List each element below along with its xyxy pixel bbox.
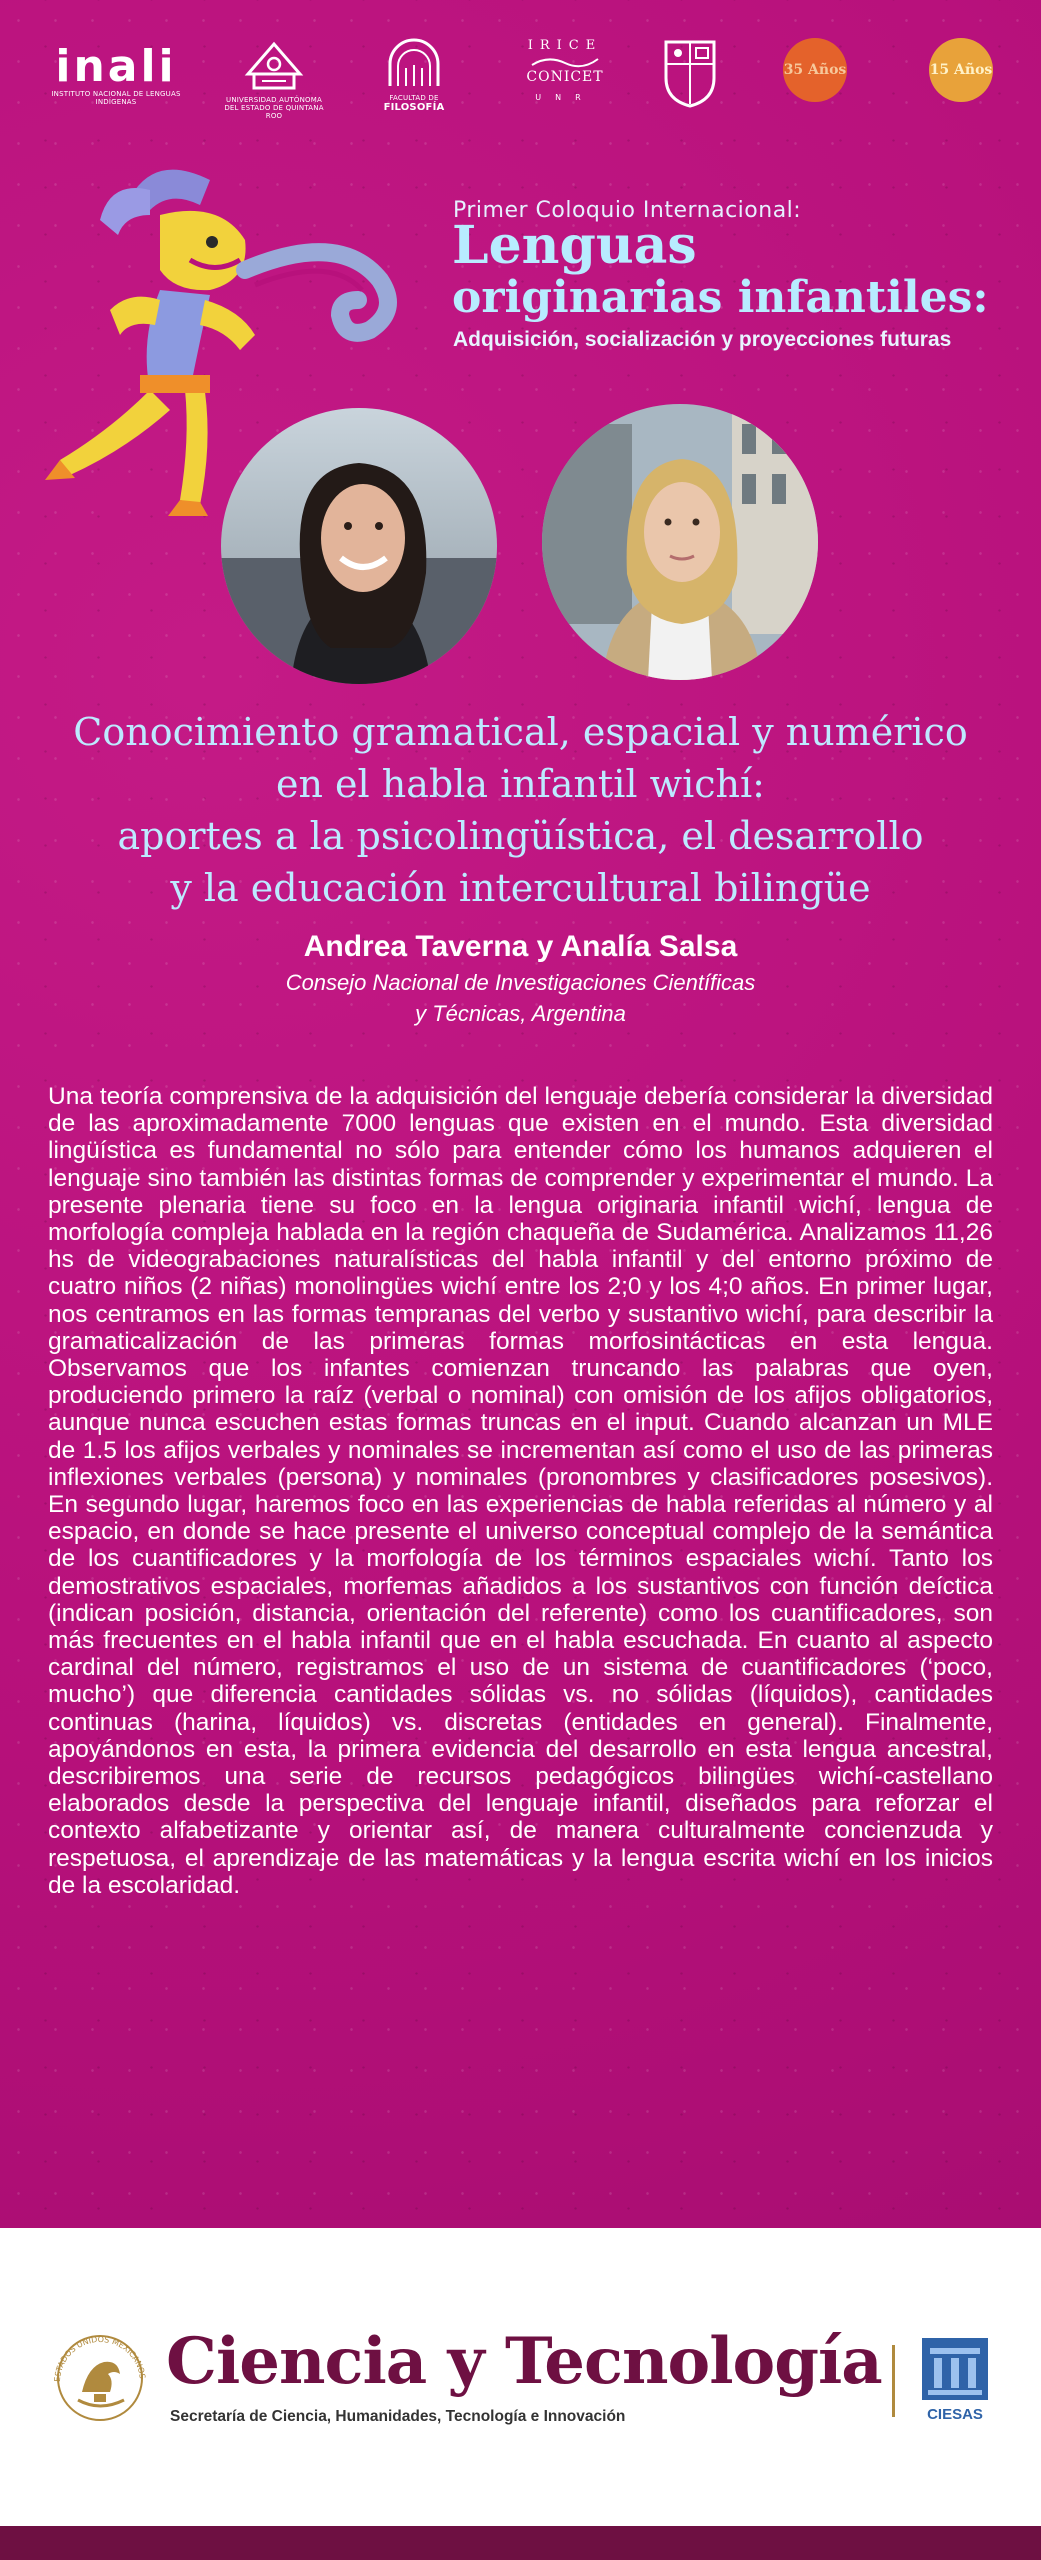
portrait-woman-blonde-hair-icon — [542, 404, 818, 680]
ciesas-logo — [922, 2338, 988, 2422]
abstract-text: Una teoría comprensiva de la adquisición del lenguaje debería considerar la diversidad de las aproximadamente 7000 lenguas que existen en el mundo. Esta diversidad lingüística es fundamental no sólo para entender cómo los humanos adquieren el lenguaje sino también las distintas formas de comprender y experimentar el mundo. La presente plenaria tiene su foco en la lengua originaria infantil wichí, lengua de morfología compleja hablada en la región chaqueña de Sudamérica. Analizamos 11,26 hs de videograbaciones naturalísticas del habla infantil y del entorno próximo de cuatro niños (2 niñas) monolingües wichí entre los 2;0 y los 4;0 años. En primer lugar, nos centramos en las formas tempranas del verbo y sustantivo wichí, para describir la gramaticalización de las primeras formas morfosintácticas en esta lengua. Observamos que los infantes comienzan truncando las palabras que oyen, produciendo primero la raíz (verbal o nominal) con omisión de los afijos obligatorios, aunque nunca escuchen estas formas truncas en el input. Cuando alcanzan un MLE de 1.5 los afijos verbales y nominales se incrementan así como el uso de las primeras inflexiones verbales (persona) y nominales (pronombres y clasificadores posesivos). En segundo lugar, haremos foco en las experiencias de habla referidas al número y al espacio, en donde se hace presente el universo conceptual complejo de la semántica de los cuantificadores y la morfología de los términos espaciales wichí. Tanto los demostrativos espaciales, morfemas añadidos a los sustantivos con función deíctica (indican posición, distancia, orientación del referente) como los cuantificadores, son más frecuentes en el habla infantil que en el habla escuchada. En cuanto al aspecto cardinal del número, registramos el uso de un sistema de cuantificadores (‘poco, mucho’) que diferencia cantidades sólidas vs. no sólidas (líquidos), cantidades continuas (harina, líquidos) vs. discretas (entidades en general). Finalmente, apoyándonos en esta, la primera evidencia del desarrollo en esta lengua ancestral, describiremos una serie de recursos pedagógicos bilingües wichí-castellano elaborados desde la perspectiva del lenguaje infantil, diseñados para reforzar el contexto alfabetizante y orientar así, de manera culturalmente concienzuda y respetuosa, el aprendizaje de las matemáticas y la lengua escrita wichí en los inicios de la escolaridad. — [48, 1083, 993, 1899]
anniversary-35-text: 35 Años — [783, 62, 847, 78]
event-pretitle: Primer Coloquio Internacional: — [453, 198, 802, 223]
anniversary-15-logo — [926, 38, 996, 102]
event-title-line1: Lenguas — [452, 215, 697, 276]
ciesas-label: CIESAS — [927, 2406, 983, 2423]
footer — [0, 2228, 1041, 2526]
portrait-woman-dark-hair-icon — [221, 408, 497, 684]
anniversary-35-badge — [783, 38, 847, 102]
unr-label: UNR — [535, 93, 595, 102]
irice-label: IRICE — [527, 38, 603, 53]
anniversary-35-logo — [780, 38, 850, 102]
escudo-legend: ESTADOS UNIDOS MEXICANOS — [52, 2334, 147, 2383]
bottom-strip — [0, 2526, 1041, 2560]
inali-logo — [36, 41, 196, 106]
event-title-line2: originarias infantiles: — [452, 272, 989, 323]
ffyl-logo — [362, 38, 466, 113]
ciesas-building-icon — [922, 2338, 988, 2400]
institution-line2: y Técnicas, Argentina — [415, 1001, 626, 1026]
irice-conicet-unr-logo — [500, 38, 630, 102]
talk-title-line1: Conocimiento gramatical, espacial y numérico — [73, 710, 968, 754]
uqroo-caption: UNIVERSIDAD AUTÓNOMA DEL ESTADO DE QUINTANA ROO — [224, 96, 324, 120]
inali-wordmark: inali — [55, 41, 177, 92]
unr-logo — [652, 38, 728, 114]
conicet-label: CONICET — [526, 69, 604, 85]
speaker-photo-analia — [542, 404, 818, 680]
institution — [30, 967, 1011, 1029]
talk-title-line2: en el habla infantil wichí: — [276, 762, 765, 806]
logo-bar — [30, 38, 1011, 128]
talk-title-line4: y la educación intercultural bilingüe — [170, 866, 871, 910]
speaker-photo-andrea — [221, 408, 497, 684]
anniversary-15-text: 15 Años — [929, 62, 993, 78]
uqroo-logo — [222, 38, 326, 120]
footer-divider — [892, 2345, 895, 2417]
event-subtitle: Adquisición, socialización y proyecciones futuras — [453, 328, 952, 351]
uqroo-emblem-icon — [242, 38, 306, 92]
talk-title — [30, 706, 1011, 914]
talk-title-line3: aportes a la psicolingüística, el desarrollo — [117, 814, 924, 858]
anniversary-15-badge — [929, 38, 993, 102]
ffyl-arch-icon — [382, 38, 446, 90]
brand-wordmark: Ciencia y Tecnología — [166, 2324, 882, 2399]
unr-shield-icon — [662, 38, 718, 110]
secretaria-label: Secretaría de Ciencia, Humanidades, Tecnología e Innovación — [170, 2408, 626, 2425]
mexico-coat-of-arms-icon — [48, 2322, 152, 2426]
ffyl-caption-bottom: FILOSOFÍA — [383, 102, 445, 113]
ffyl-caption-top: FACULTAD DE — [389, 94, 439, 102]
authors: Andrea Taverna y Analía Salsa — [303, 930, 738, 963]
conicet-wave-icon — [530, 55, 600, 69]
institution-line1: Consejo Nacional de Investigaciones Científicas — [285, 970, 756, 995]
inali-caption: INSTITUTO NACIONAL DE LENGUAS INDÍGENAS — [51, 90, 181, 106]
